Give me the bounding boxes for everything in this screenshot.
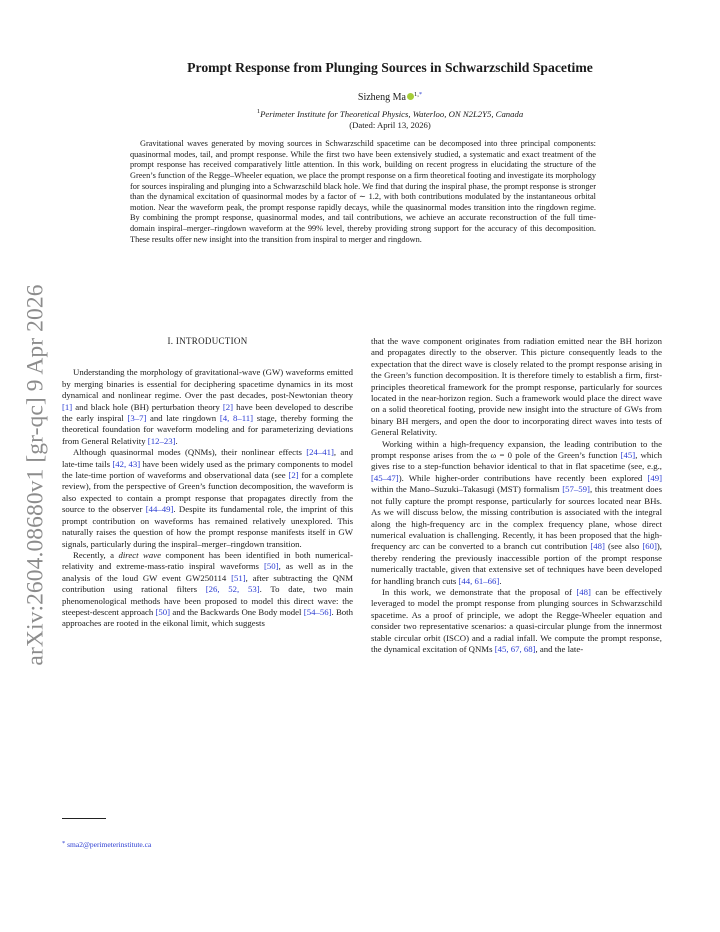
- body-text: , and the late-: [535, 643, 584, 654]
- citation-link[interactable]: [1]: [62, 401, 73, 412]
- body-text: that the wave component originates from radiation emitted near the BH horizon and propagates directly to the observer. This picture consequently leads to the expectation that the direct wave is closely related to the prompt response arising in the Green’s function decomposition. It is therefore timely to establish a firm, first-principles theoretical framework for the prompt response, particularly for sources located in the near-horizon region. Such a framework would place the direct wave on a solid theoretical footing, provide new insight into the structure of GWs from binary BH mergers, and open the door to incorporating direct waves into tests of General Relativity.: [371, 336, 662, 438]
- citation-link[interactable]: [12–23]: [147, 435, 176, 446]
- footnote: [62, 840, 151, 849]
- body-text: . To date, two main phenomenological methods have been proposed to model this direct wave: the steepest-descent approach: [62, 584, 354, 617]
- body-text: . Both approaches are rooted in the eikonal limit, which suggests: [62, 606, 353, 629]
- citation-link[interactable]: [3–7]: [127, 413, 147, 424]
- arxiv-identifier-stamp: [22, 270, 50, 680]
- right-column: [371, 336, 662, 655]
- affiliation-mark: 1: [256, 108, 261, 115]
- body-text: , as well as in the analysis of the loud GW event GW250114: [62, 561, 353, 583]
- body-paragraph: [62, 550, 353, 630]
- author-affiliation-mark: 1,: [413, 91, 419, 98]
- citation-link[interactable]: [2]: [288, 470, 299, 481]
- citation-link[interactable]: [44, 61–66]: [458, 575, 500, 586]
- citation-link[interactable]: [57–59]: [562, 484, 590, 495]
- body-paragraph: [371, 439, 662, 587]
- citation-link[interactable]: [50]: [263, 561, 279, 572]
- body-text: Recently, a: [73, 549, 119, 560]
- body-text: , and late-time tails: [62, 447, 353, 469]
- body-text: component has been identified in both numerical-relativity and extreme-mass-ratio inspiral waveforms: [62, 549, 353, 572]
- body-text: have been widely used as the primary components to model the late-time portion of waveforms and observational data (see: [62, 458, 353, 481]
- citation-link[interactable]: [24–41]: [306, 447, 334, 458]
- body-text: Although quasinormal modes (QNMs), their nonlinear effects: [73, 447, 307, 458]
- body-text: . Despite its fundamental role, the imprint of this prompt contribution on waveforms has remained relatively unexplored. This naturally raises the question of how the prompt response manifests itself in GW signals, particularly during the inspiral–merger–ringdown transition.: [62, 504, 353, 549]
- body-text: for a complete review), from the perspective of Green’s function decomposition, the waveform is also expected to contain a prompt response that propagates directly from the source to the observer: [62, 470, 354, 515]
- body-text: .: [175, 435, 178, 446]
- citation-link[interactable]: [48]: [590, 541, 605, 552]
- citation-link[interactable]: [49]: [647, 472, 662, 483]
- left-column: [62, 334, 353, 630]
- body-text: and late ringdown: [146, 413, 220, 424]
- body-text: Working within a high-frequency expansion, the leading contribution to the prompt response arises from the ω = 0 pole of the Green’s function: [371, 438, 662, 461]
- body-text: , after subtracting the QNM contribution using rational filters: [62, 572, 353, 595]
- body-paragraph: [62, 367, 353, 447]
- body-text: ), thereby rendering the previously inaccessible portion of the prompt response numerically tractable, given that extensive set of techniques have been developed for handling branch cuts: [371, 541, 662, 586]
- body-text: .: [499, 575, 502, 586]
- citation-link[interactable]: [45]: [620, 450, 636, 461]
- citation-link[interactable]: [44–49]: [145, 504, 174, 515]
- body-text: have been developed to describe the early inspiral: [62, 401, 353, 424]
- footnote-divider: [62, 818, 106, 819]
- affiliation-text: Perimeter Institute for Theoretical Physics, Waterloo, ON N2L2Y5, Canada: [260, 109, 524, 119]
- body-text: ). While higher-order contributions have recently been explored: [398, 472, 648, 483]
- body-text: Understanding the morphology of gravitational-wave (GW) waveforms emitted by merging binaries is essential for deciphering spacetime dynamics in its most dynamical and nonlinear regime. Over the past decades, post-Newtonian theory: [62, 367, 353, 401]
- citation-link[interactable]: [51]: [231, 572, 246, 583]
- citation-link[interactable]: [50]: [155, 606, 171, 617]
- arxiv-identifier-text: arXiv:2604.08680v1 [gr-qc] 9 Apr 2026: [22, 284, 49, 666]
- body-text: and black hole (BH) perturbation theory: [72, 401, 223, 412]
- body-text: can be effectively leveraged to model the prompt response from plunging sources in Schwarzschild spacetime. As a proof of principle, we adopt the Regge-Wheeler equation and consider two representative scenarios: a quasi-circular plunge from the innermost stable circular orbit (ISCO) and a radial infall. We compute the prompt response, the dynamical excitation of QNMs: [371, 586, 662, 654]
- section-heading-introduction: I. INTRODUCTION: [167, 336, 248, 346]
- citation-link[interactable]: [26, 52, 53]: [205, 584, 260, 595]
- citation-link[interactable]: [45–47]: [371, 472, 399, 483]
- corresponding-author-mark[interactable]: *: [418, 91, 423, 98]
- date-line: (Dated: April 13, 2026): [349, 120, 431, 130]
- paper-title: Prompt Response from Plunging Sources in Schwarzschild Spacetime: [187, 60, 593, 75]
- citation-link[interactable]: [4, 8–11]: [219, 413, 254, 424]
- citation-link[interactable]: [2]: [222, 401, 234, 412]
- author-line: [60, 91, 720, 103]
- author-name: Sizheng Ma: [357, 92, 406, 103]
- body-text: , this treatment does not fully capture the prompt response, particularly for sources located near BHs. As we will discuss below, the missing contribution is associated with the integral along the high-frequency arc in the complex frequency plane, whose direct numerical evaluation is challenging. Recently, it has been proposed that the high-frequency arc can be converted to a branch cut contribution: [371, 484, 662, 552]
- body-paragraph: [371, 336, 662, 439]
- citation-link[interactable]: [45, 67, 68]: [494, 643, 536, 654]
- body-text: In this work, we demonstrate that the proposal of: [382, 586, 577, 597]
- body-paragraph: [371, 587, 662, 655]
- citation-link[interactable]: [60]: [642, 541, 657, 552]
- body-text: stage, thereby forming the theoretical foundation for waveform modeling and for parameterizing deviations from General Relativity: [62, 413, 353, 446]
- body-text: , which gives rise to a step-function behavior identical to that in flat spacetime (see, e.g.,: [371, 450, 662, 472]
- footnote-mark: *: [62, 840, 66, 847]
- author-email-link[interactable]: sma2@perimeterinstitute.ca: [67, 840, 152, 849]
- emphasized-term: direct wave: [118, 549, 162, 560]
- body-paragraph: [62, 447, 353, 550]
- citation-link[interactable]: [54–56]: [303, 606, 332, 617]
- body-text: within the Mano–Suzuki–Takasugi (MST) formalism: [371, 484, 563, 495]
- abstract: Gravitational waves generated by moving sources in Schwarzschild spacetime can be decomposed into three principal components: quasinormal modes, tail, and prompt response. While the first two have been extensively studied, a systematic and exact treatment of the prompt response has received comparatively little attention. In this work, building on recent progress in elucidating the structure of the Green’s function of the Regge–Wheeler equation, we place the prompt response on a firm theoretical footing and investigate its morphology for sources inspiraling and plunging into a Schwarzschild black hole. We find that during the inspiral phase, the prompt response is stronger than the dynamical excitation of quasinormal modes by a factor of ∼ 1.2, with both contributions modulated by the instantaneous orbital motion. Near the waveform peak, the prompt response rapidly decays, while the quasinormal modes transition into the ringdown regime. By combining the prompt response, quasinormal modes, and tail contributions, we achieve an accurate reconstruction of the full time-domain inspiral–merger–ringdown waveform at the 99% level, thereby providing strong support for the accuracy of this decomposition. These results offer new insight into the transition from inspiral to merger and ringdown.: [130, 139, 596, 244]
- body-text: and the Backwards One Body model: [170, 606, 304, 617]
- citation-link[interactable]: [42, 43]: [112, 458, 141, 469]
- body-text: (see also: [604, 541, 643, 552]
- orcid-icon[interactable]: [407, 93, 414, 100]
- citation-link[interactable]: [48]: [576, 586, 591, 597]
- affiliation-line: [60, 108, 720, 119]
